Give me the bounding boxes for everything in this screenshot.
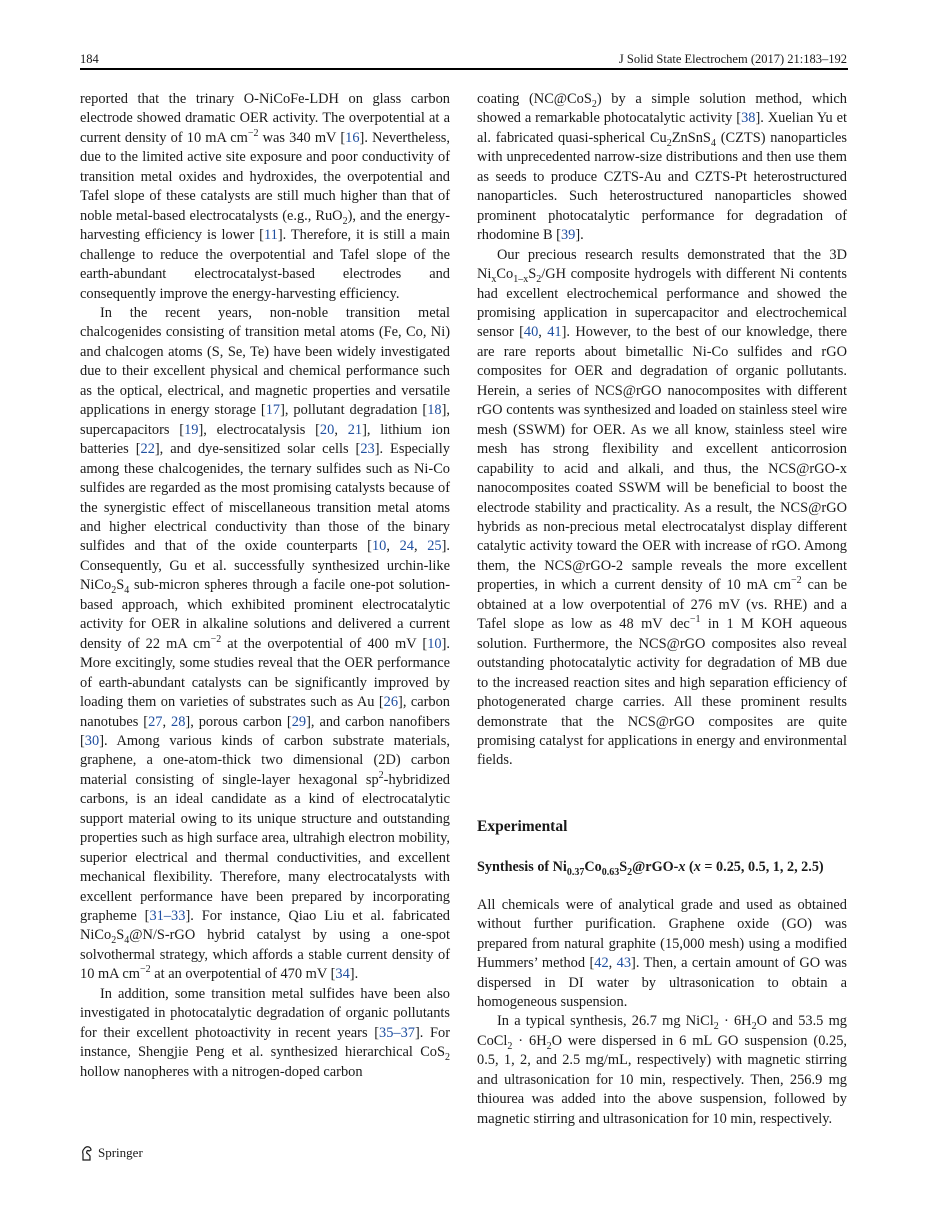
citation-link[interactable]: 42 [594, 955, 609, 972]
citation-link[interactable]: 18 [427, 402, 442, 419]
left-column [80, 90, 450, 1082]
subsection-heading: Synthesis of $Ni_{0.37}Co_{0.63}S_2@rGO-x$ (x = 0.25, 0.5, 1, 2, 2.5) [477, 859, 824, 879]
paragraph: In addition, some transition metal sulfides have been also investigated in photocatalytic degradation of organic pollutants for their excellent photoactivity in recent years [35–37]. For instance, Shengjie Peng et al. synthesized hierarchical CoS$_2$ hollow nanopheres with a nitrogen-doped carbon [80, 985, 451, 1080]
citation-link[interactable]: 17 [265, 402, 281, 419]
paragraph: In a typical synthesis, 26.7 mg NiCl$_2$ · $6H_2O$ and 53.5 mg CoCl$_2$ · $6H_2O$ were dispersed in 6 mL GO suspension (0.25, 0.5, 1, 2, and 2.5 mg/mL, respectively) with magnetic stirring and ultrasonication for 10 min, respectively. Then, 256.9 mg thiourea was added into the above suspension, followed by magnetic stirring and ultrasonication for 10 min, respectively. [477, 1013, 848, 1127]
citation-link[interactable]: 35–37 [379, 1024, 415, 1041]
paragraph: All chemicals were of analytical grade and used as obtained without further purification. Graphene oxide (GO) was prepared from natural graphite (15,000 mesh) using a modified Hummers’ method [42, 43]. Then, a certain amount of GO was dispersed in DI water by ultrasonication to obtain a homogeneous suspension. [477, 896, 847, 1011]
citation-link[interactable]: 24 [399, 538, 414, 555]
publisher-name: Springer [98, 1145, 143, 1160]
citation-link[interactable]: 38 [741, 110, 756, 127]
paragraph: coating (NC@CoS$_2$) by a simple solution method, which showed a remarkable photocatalytic activity [38]. Xuelian Yu et al. fabricated quasi-spherical $Cu_2ZnSnS_4$ (CZTS) nanoparticles with unprecedented narrow-size distributions and then use them as seeds to produce CZTS-Au and CZTS-Pt heterostructured nanoparticles. Such heterostructured nanoparticles showed prominent photocatalytic performance for degradation of rhodomine B [39]. [477, 91, 847, 244]
citation-link[interactable]: 31–33 [149, 908, 186, 925]
paragraph: In the recent years, non-noble transition metal chalcogenides consisting of transition metal atoms (Fe, Co, Ni) and chalcogen atoms (S, Se, Te) have been widely investigated due to their excellent physical and chemical performance such as the optical, electrical, and magnetic properties and versatile applications in energy storage [17], pollutant degradation [18], supercapacitors [19], electrocatalysis [20, 21], lithium ion batteries [22], and dye-sensitized solar cells [23]. Especially among these chalcogenides, the ternary sulfides such as Ni-Co sulfides are regarded as the most promising catalysts because of the synergistic effect of miscellaneous transition metal atoms and higher electrical conductivity than those of the binary sulfides and that of the oxide counterparts [10, 24, 25]. Consequently, Gu et al. successfully synthesized urchin-like $NiCo_2S_4$ sub-micron spheres through a facile one-pot solution-based approach, which exhibited prominent electrocatalytic activity for OER in alkaline solutions and delivered a current density of 22 mA $cm^{-2}$ at the overpotential of 400 mV [10]. More excitingly, some studies reveal that the OER performance of earth-abundant catalysts can be significantly improved by loading them on varieties of substrates such as Au [26], carbon nanotubes [27, 28], porous carbon [29], and carbon nanofibers [30]. Among various kinds of carbon substrate materials, graphene, a one-atom-thick two dimensional (2D) carbon material consisting of single-layer hexagonal $sp^2$-hybridized carbons, is an ideal candidate as a kind of electrocatalytic support material owing to its unique structure and outstanding properties such as high surface area, ultrahigh electron mobility, superior electrical and thermal conductivities, and excellent mechanical flexibility. Therefore, many electrocatalysts with excellent performance have been prepared by incorporating grapheme [31–33]. For instance, Qiao Liu et al. fabricated $NiCo_2S_4@N/S$-rGO hybrid catalyst by using a one-spot solvothermal strategy, which affords a stable current density of 10 mA $cm^{-2}$ at an overpotential of 470 mV [34]. [80, 304, 451, 983]
citation-link[interactable]: 20 [319, 421, 335, 438]
citation-link[interactable]: 27 [148, 713, 163, 730]
citation-link[interactable]: 19 [184, 421, 199, 438]
springer-horse-icon [80, 1145, 94, 1161]
header-rule [80, 68, 848, 70]
spacer [477, 771, 847, 817]
citation-link[interactable]: 11 [263, 227, 278, 244]
citation-link[interactable]: 22 [140, 441, 155, 458]
spacer [477, 878, 847, 896]
page-number: 184 [80, 52, 99, 66]
journal-citation: J Solid State Electrochem (2017) 21:183–192 [618, 52, 847, 66]
citation-link[interactable]: 43 [616, 955, 632, 972]
citation-link[interactable]: 40 [523, 324, 539, 341]
citation-link[interactable]: 26 [383, 694, 399, 711]
citation-link[interactable]: 28 [171, 713, 186, 730]
spacer [477, 836, 847, 858]
section-heading: Experimental [477, 817, 568, 835]
citation-link[interactable]: 30 [84, 732, 100, 749]
citation-link[interactable]: 29 [291, 713, 307, 730]
paragraph: Our precious research results demonstrated that the 3D $Ni_xCo_{1-x}S_2/GH$ composite hydrogels with different Ni contents had excellent electrochemical performance and showed the promising application in supercapacitor and electrochemical sensor [40, 41]. However, to the best of our knowledge, there are rare reports about bimetallic Ni-Co sulfides and rGO composites for OER and degradation of organic pollutants. Herein, a series of NCS@rGO nanocomposites with different rGO contents was synthesized and loaded on stainless steel wire mesh (SSWM) for OER. As we all know, stainless steel wire mesh has strong flexibility and excellent anticorrosion capability to acid and alkali, and thus, the NCS@rGO-x nanocomposites coated SSWM will be beneficial to boost the electrode stability and practicality. As a result, the NCS@rGO hybrids as non-precious metal electrocatalyst display different catalytic activity toward the OER with increase of rGO. Among them, the NCS@rGO-2 sample reveals the more excellent properties, in which a current density of 10 mA $cm^{-2}$ can be obtained at a low overpotential of 276 mV (vs. RHE) and a Tafel slope as low as 48 mV dec$^{-1}$ in 1 M KOH aqueous solution. Furthermore, the NCS@rGO composites also reveal outstanding photocatalytic activity for degradation of MB due to the increased reaction sites and high separation efficiency of photogenerated charge carries. All these prominent results demonstrate that the NCS@rGO composites are quite promising catalyst for applications in energy and environmental fields. [477, 246, 847, 769]
citation-link[interactable]: 34 [335, 966, 350, 983]
citation-link[interactable]: 10 [371, 538, 387, 555]
citation-link[interactable]: 39 [560, 227, 576, 244]
citation-link[interactable]: 25 [427, 538, 442, 555]
right-column [477, 90, 847, 1129]
citation-link[interactable]: 10 [427, 635, 442, 652]
citation-link[interactable]: 21 [347, 421, 363, 438]
citation-link[interactable]: 23 [360, 441, 375, 458]
citation-link[interactable]: 41 [547, 324, 562, 341]
publisher-footer [80, 1145, 143, 1161]
citation-link[interactable]: 16 [345, 129, 360, 146]
paragraph: reported that the trinary O-NiCoFe-LDH on glass carbon electrode showed dramatic OER activity. The overpotential at a current density of 10 mA $cm^{-2}$ was 340 mV [16]. Nevertheless, due to the limited active site exposure and poor conductivity of transition metal oxides and hydroxides, the overpotential and Tafel slope of these catalysts are still much higher than that of noble metal-based electrocatalysts (e.g., RuO$_2$), and the energy-harvesting efficiency is lower [11]. Therefore, it is still a main challenge to reduce the overpotential and Tafel slope of the earth-abundant electrocatalyst-based electrodes and consequently improve the energy-harvesting efficiency. [80, 91, 451, 302]
